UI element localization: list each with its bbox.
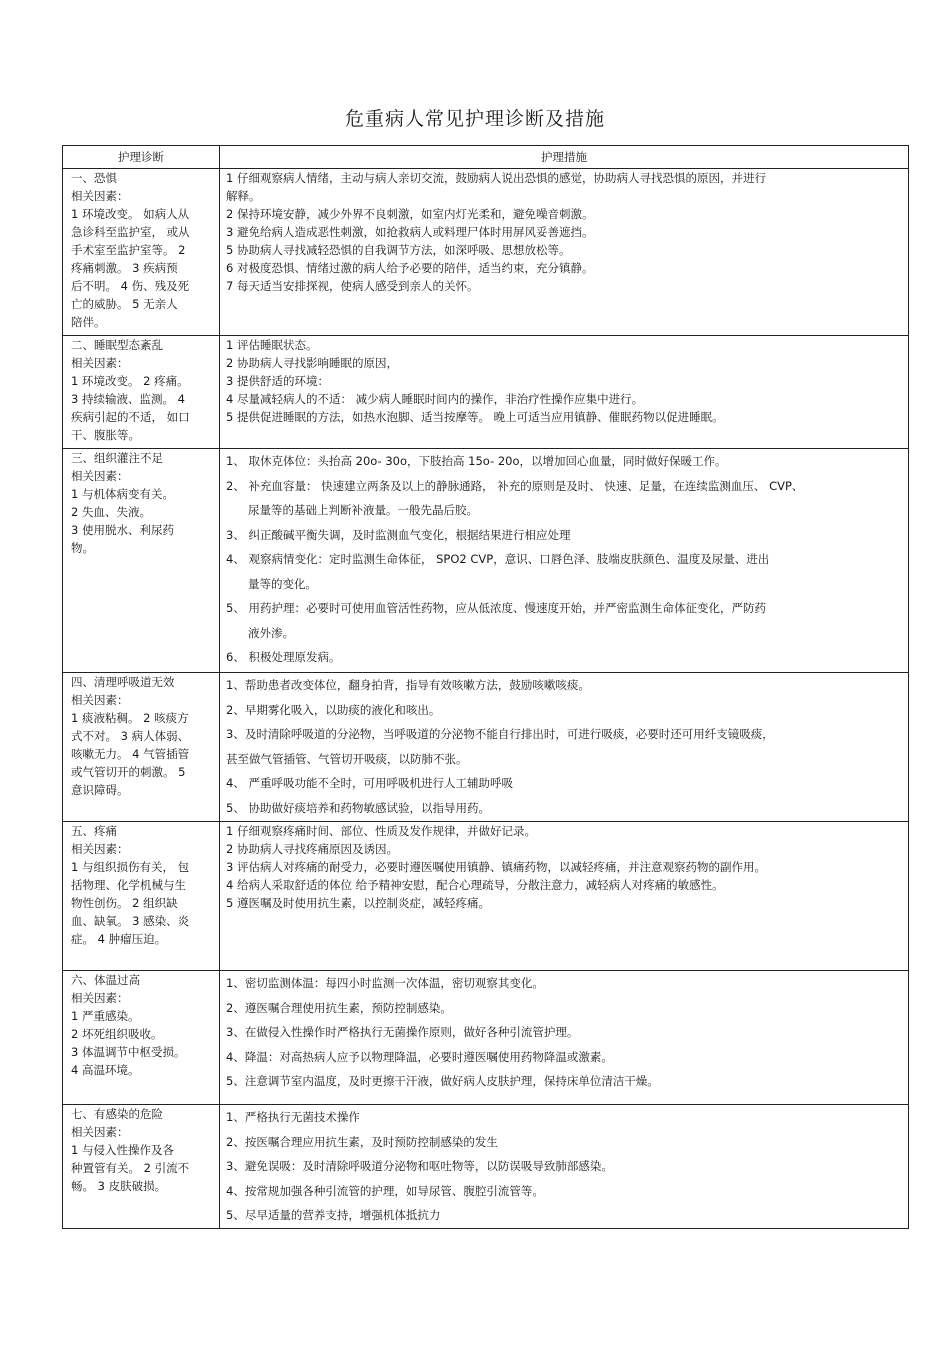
measure-line: 1 仔细观察疼痛时间、部位、性质及发作规律，并做好记录。 [226,824,536,838]
measure-line: 1、密切监测体温：每四小时监测一次体温，密切观察其变化。 [226,976,544,990]
header-diagnosis: 护理诊断 [63,146,220,169]
table-row [63,673,909,822]
table-row [63,449,909,673]
measures-cell [220,971,909,1105]
measure-line: 5、 用药护理：必要时可使用血管活性药物，应从低浓度、慢速度开始，并严密监测生命体征变化，严防药 [226,601,766,615]
diagnosis-cell [63,336,220,449]
diagnosis-line: 1 与组织损伤有关， 包 [71,860,190,874]
diagnosis-line: 物性创伤。 2 组织缺 [71,896,178,910]
diagnosis-line: 括物理、化学机械与生 [71,878,186,892]
measure-line: 2 保持环境安静，减少外界不良刺激，如室内灯光柔和，避免噪音刺激。 [226,207,594,221]
measure-line: 5 遵医嘱及时使用抗生素，以控制炎症，减轻疼痛。 [226,896,490,910]
diagnosis-title: 五、疼痛 [71,824,117,838]
diagnosis-line: 亡的威胁。 5 无亲人 [71,297,178,311]
diagnosis-line: 疾病引起的不适， 如口 [71,410,190,424]
diagnosis-line: 咳嗽无力。 4 气管插管 [71,747,190,761]
measure-line: 2、按医嘱合理应用抗生素，及时预防控制感染的发生 [226,1134,498,1149]
measure-line: 4 尽量减轻病人的不适： 减少病人睡眠时间内的操作，非治疗性操作应集中进行。 [226,392,644,406]
diagnosis-line: 疼痛刺激。 3 疾病预 [71,261,178,275]
measure-line: 5、注意调节室内温度，及时更擦干汗液，做好病人皮肤护理，保持床单位清洁干燥。 [226,1074,659,1088]
measure-line: 液外渗。 [248,625,294,640]
diagnosis-cell [63,822,220,971]
diagnosis-line: 相关因素： [71,991,129,1005]
measure-line: 2、早期雾化吸入，以助痰的液化和咳出。 [226,702,441,717]
table-row [63,169,909,336]
table-header-row [63,146,909,169]
diagnosis-line: 相关因素： [71,693,129,707]
measure-line: 2、遵医嘱合理使用抗生素，预防控制感染。 [226,1000,452,1015]
diagnosis-line: 式不对。 3 病人体弱、 [71,729,190,743]
diagnosis-line: 血、缺氧。 3 感染、炎 [71,914,190,928]
table-row [63,822,909,971]
table-row [63,1105,909,1229]
diagnosis-title: 七、有感染的危险 [71,1107,163,1121]
diagnosis-line: 3 持续输液、监测。 4 [71,392,185,406]
measure-line: 3、 纠正酸碱平衡失调，及时监测血气变化，根据结果进行相应处理 [226,527,571,542]
diagnosis-cell [63,449,220,673]
measures-cell [220,169,909,336]
measure-line: 4、降温：对高热病人应予以物理降温，必要时遵医嘱使用药物降温或激素。 [226,1049,613,1064]
diagnosis-line: 1 严重感染。 [71,1009,140,1023]
measures-cell [220,336,909,449]
diagnosis-title: 一、恐惧 [71,171,117,185]
measure-line: 3、及时清除呼吸道的分泌物，当呼吸道的分泌物不能自行排出时，可进行吸痰，必要时还可用纤支镜吸痰， [226,727,774,741]
header-measures: 护理措施 [220,146,909,169]
measure-line: 解释。 [226,189,261,203]
measure-line: 3 避免给病人造成恶性刺激，如抢救病人或料理尸体时用屏风妥善遮挡。 [226,225,594,239]
measure-line: 5 协助病人寻找减轻恐惧的自我调节方法，如深呼吸、思想放松等。 [226,243,571,257]
measure-line: 1 仔细观察病人情绪，主动与病人亲切交流，鼓励病人说出恐惧的感觉，协助病人寻找恐惧的原因，并进行 [226,171,766,185]
measure-line: 1、帮助患者改变体位，翻身拍背，指导有效咳嗽方法，鼓励咳嗽咳痰。 [226,678,590,692]
measure-line: 3、避免误吸：及时清除呼吸道分泌物和呕吐物等，以防误吸导致肺部感染。 [226,1159,613,1173]
measure-line: 3 评估病人对疼痛的耐受力，必要时遵医嘱使用镇静、镇痛药物，以减轻疼痛，并注意观察药物的副作用。 [226,860,766,874]
measure-line: 5 提供促进睡眠的方法，如热水泡脚、适当按摩等。 晚上可适当应用镇静、催眠药物以促进睡眠。 [226,410,724,424]
measure-line: 1、 取休克体位：头抬高 20o- 30o，下肢抬高 15o- 20o，以增加回心血量，同时做好保暖工作。 [226,454,727,468]
diagnosis-line: 意识障碍。 [71,783,129,797]
diagnosis-line: 2 坏死组织吸收。 [71,1027,163,1041]
nursing-table [62,145,909,1229]
diagnosis-line: 或气管切开的刺激。 5 [71,765,186,779]
measure-line: 4、 严重呼吸功能不全时，可用呼吸机进行人工辅助呼吸 [226,776,513,790]
measure-line: 5、尽早适量的营养支持，增强机体抵抗力 [226,1208,441,1222]
diagnosis-title: 三、组织灌注不足 [71,451,163,465]
diagnosis-line: 1 与机体病变有关。 [71,487,174,501]
diagnosis-line: 相关因素： [71,842,129,856]
measure-line: 6 对极度恐惧、情绪过激的病人给予必要的陪伴，适当约束，充分镇静。 [226,261,594,275]
measure-line: 1 评估睡眠状态。 [226,338,318,352]
measure-line: 4、按常规加强各种引流管的护理，如导尿管、腹腔引流管等。 [226,1183,544,1198]
diagnosis-line: 物。 [71,541,94,555]
diagnosis-title: 二、睡眠型态紊乱 [71,338,163,352]
measure-line: 尿量等的基础上判断补液量。一般先晶后胶。 [248,503,478,517]
diagnosis-title: 六、体温过高 [71,973,140,987]
measure-line: 4、 观察病情变化：定时监测生命体征， SPO2 CVP，意识、口唇色泽、肢端皮肤颜色、温度及尿量、进出 [226,552,770,566]
measures-cell [220,1105,909,1229]
diagnosis-line: 2 失血、失液。 [71,505,151,519]
measure-line: 2 协助病人寻找影响睡眠的原因， [226,356,398,370]
table-row [63,336,909,449]
measure-line: 3 提供舒适的环境： [226,374,329,388]
diagnosis-line: 后不明。 4 伤、残及死 [71,279,190,293]
measure-line: 2、 补充血容量： 快速建立两条及以上的静脉通路， 补充的原则是及时、 快速、足量，在连续监测血压、 CVP、 [226,478,804,493]
diagnosis-line: 相关因素： [71,1125,129,1139]
measures-cell [220,449,909,673]
diagnosis-cell [63,1105,220,1229]
measure-line: 3、在做侵入性操作时严格执行无菌操作原则，做好各种引流管护理。 [226,1025,579,1039]
diagnosis-line: 症。 4 肿瘤压迫。 [71,932,167,946]
measure-line: 5、 协助做好痰培养和药物敏感试验，以指导用药。 [226,800,490,815]
diagnosis-line: 3 体温调节中枢受损。 [71,1045,186,1059]
measure-line: 甚至做气管插管、气管切开吸痰，以防肺不张。 [226,751,468,766]
diagnosis-line: 相关因素： [71,469,129,483]
diagnosis-line: 1 与侵入性操作及各 [71,1143,174,1157]
diagnosis-title: 四、清理呼吸道无效 [71,675,175,689]
diagnosis-line: 干、腹胀等。 [71,428,140,442]
diagnosis-line: 4 高温环境。 [71,1063,140,1077]
diagnosis-line: 种置管有关。 2 引流不 [71,1161,190,1175]
measures-cell [220,822,909,971]
diagnosis-line: 相关因素： [71,356,129,370]
measure-line: 2 协助病人寻找疼痛原因及诱因。 [226,842,398,856]
diagnosis-cell [63,673,220,822]
diagnosis-line: 畅。 3 皮肤破损。 [71,1179,167,1193]
measure-line: 量等的变化。 [248,576,317,591]
measure-line: 1、严格执行无菌技术操作 [226,1110,360,1124]
diagnosis-line: 3 使用脱水、利尿药 [71,523,174,537]
document-title: 危重病人常见护理诊断及措施 [344,108,605,130]
measure-line: 6、 积极处理原发病。 [226,650,341,664]
diagnosis-line: 1 环境改变。 如病人从 [71,207,190,221]
table-row [63,971,909,1105]
diagnosis-line: 手术室至监护室等。 2 [71,243,186,257]
measures-cell [220,673,909,822]
diagnosis-cell [63,971,220,1105]
diagnosis-line: 陪伴。 [71,315,106,329]
diagnosis-line: 1 环境改变。 2 疼痛。 [71,374,189,388]
measure-line: 7 每天适当安排探视，使病人感受到亲人的关怀。 [226,279,479,293]
diagnosis-line: 1 痰液粘稠。 2 咳痰方 [71,711,189,725]
measure-line: 4 给病人采取舒适的体位 给予精神安慰，配合心理疏导，分散注意力，减轻病人对疼痛的敏感性。 [226,878,724,892]
diagnosis-line: 相关因素： [71,189,129,203]
diagnosis-cell [63,169,220,336]
diagnosis-line: 急诊科至监护室， 或从 [71,225,190,239]
